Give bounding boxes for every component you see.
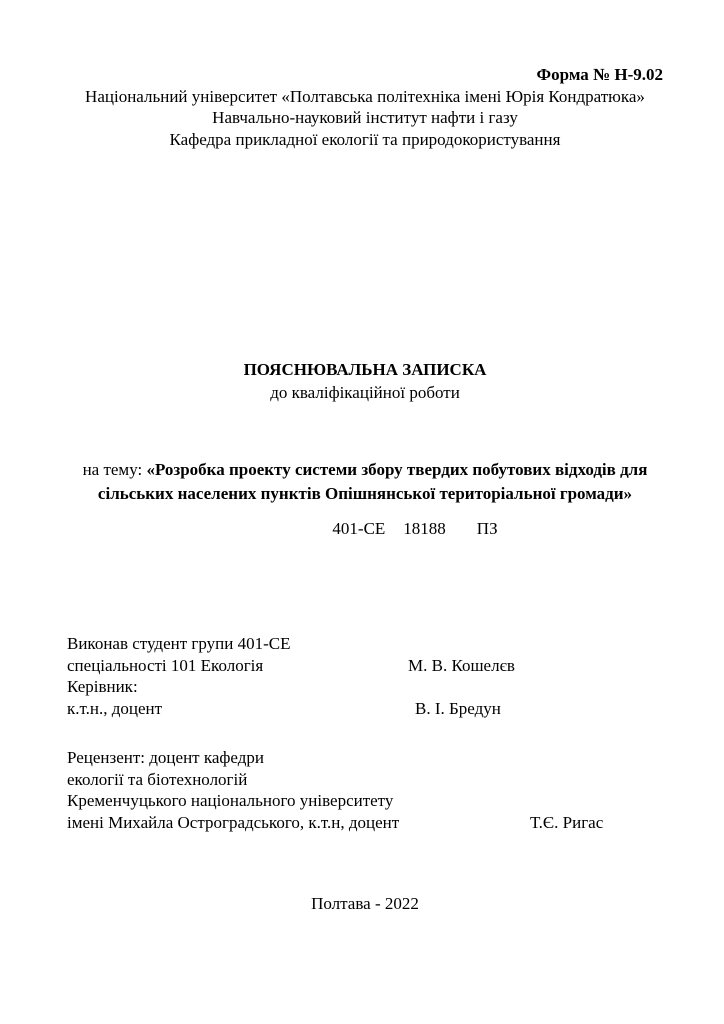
title-block xyxy=(67,359,663,404)
reviewer-name: Т.Є. Ригас xyxy=(530,813,604,833)
reviewer-line-1 xyxy=(67,747,663,769)
specialty-line xyxy=(67,655,663,677)
code-suffix: ПЗ xyxy=(476,519,498,538)
group-code: 401-СЕ xyxy=(332,519,386,538)
executor-group-text: Виконав студент групи 401-СЕ xyxy=(67,634,291,653)
reviewer-line-4 xyxy=(67,812,663,834)
reviewer-university-text: Кременчуцького національного університету xyxy=(67,791,394,811)
record-number: 18188 xyxy=(403,519,446,538)
executor-name: М. В. Кошелєв xyxy=(408,655,515,675)
department-name: Кафедра прикладної екології та природокористування xyxy=(169,130,561,150)
specialty-text: спеціальності 101 Екологія xyxy=(67,655,264,675)
reviewer-title-text: Рецензент: доцент кафедри xyxy=(67,748,264,767)
university-name: Національний університет «Полтавська політехніка імені Юрія Кондратюка» xyxy=(85,86,645,106)
supervisor-degree: к.т.н., доцент xyxy=(67,699,163,719)
topic-prefix: на тему: xyxy=(82,460,147,479)
document-code-line xyxy=(67,519,713,539)
reviewer-block xyxy=(67,747,663,834)
supervisor-label-line xyxy=(67,676,663,698)
form-number-label: Форма № Н-9.02 xyxy=(536,65,663,84)
reviewer-line-3 xyxy=(67,790,663,812)
topic-title: «Розробка проекту системи збору твердих побутових відходів для сільських населених пунктів Опішнянської територіальної громади» xyxy=(97,460,648,503)
document-header xyxy=(67,64,663,151)
supervisor-line xyxy=(67,698,663,720)
credits-block xyxy=(67,633,663,720)
reviewer-degree-text: імені Михайла Остроградського, к.т.н, доцент xyxy=(67,813,400,833)
reviewer-department-text: екології та біотехнологій xyxy=(67,769,248,789)
reviewer-line-2 xyxy=(67,769,663,791)
document-subtitle: до кваліфікаційної роботи xyxy=(270,382,460,402)
supervisor-name: В. І. Бредун xyxy=(415,699,501,719)
executor-line xyxy=(67,633,663,655)
institute-name: Навчально-науковий інститут нафти і газу xyxy=(212,108,518,128)
topic-block xyxy=(67,458,663,505)
document-title: ПОЯСНЮВАЛЬНА ЗАПИСКА xyxy=(243,360,487,379)
footer-city-year: Полтава - 2022 xyxy=(311,894,419,913)
supervisor-label: Керівник: xyxy=(67,677,138,697)
